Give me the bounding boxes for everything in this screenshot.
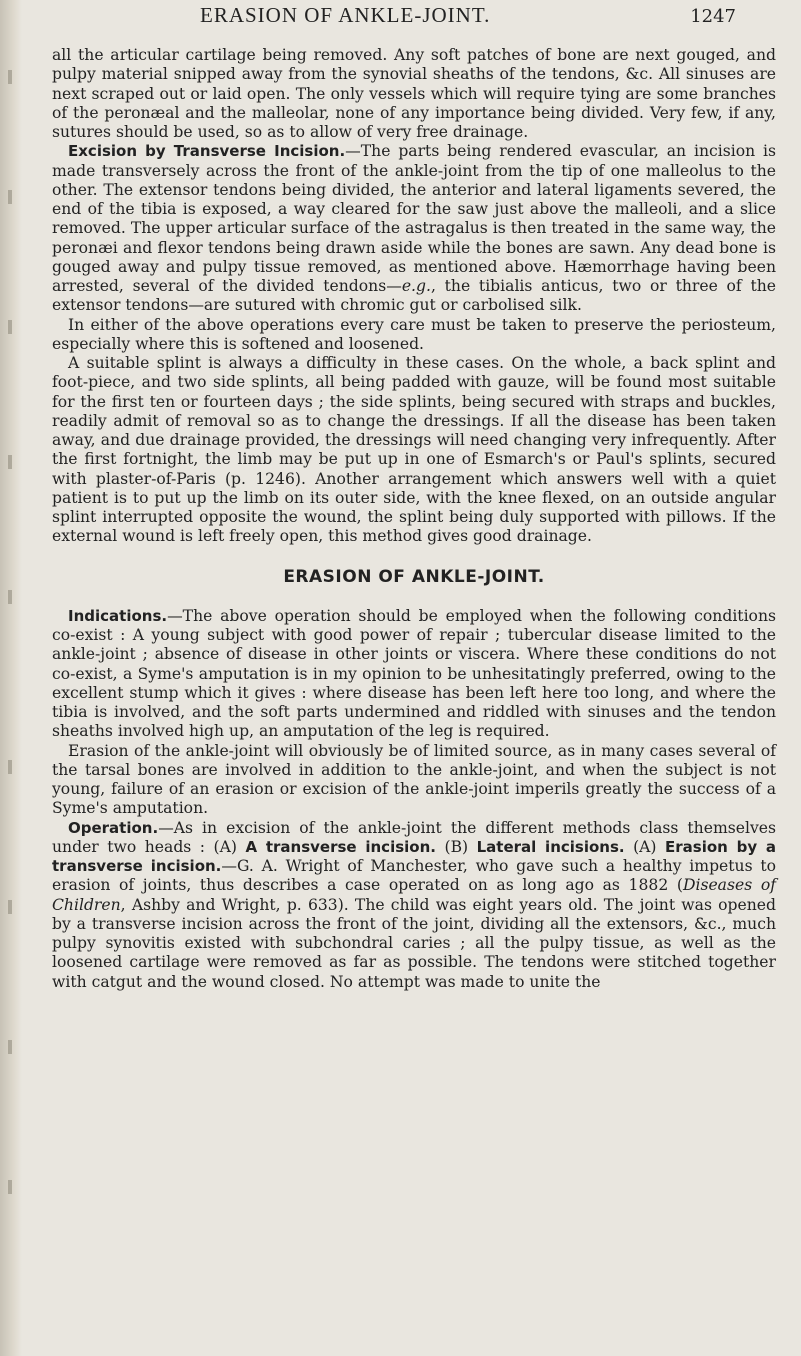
paragraph-text: —The parts being rendered evascular, an incision is made transversely across the front of the ankle-joint from the tip of one malleolus to the other. The extensor tendons being divided, the anterior and lateral ligaments severed, the end of the tibia is exposed, a way cleared for the saw just above the malleoli, and a slice removed. The upper articular surface of the astragalus is then treated in the same way, the peronæi and flexor tendons being drawn aside while the bones are sawn. Any dead bone is gouged away and pulpy tissue removed, as mentioned above. Hæmorrhage having been arrested, several of the divided tendons— [52,142,777,295]
runin-heading: Indications. [68,606,168,625]
paragraph-text: , the tibialis anticus, two or three of the extensor tendons—are sutured with chromic gut or carbolised silk. [52,277,776,315]
binding-mark [8,320,12,334]
paragraph-text: —G. A. Wright of Manchester, who gave such a healthy impetus to erasion of joints, thus describes a case operated on as long ago as 1882 ( [52,857,777,895]
runin-heading: A transverse incision. [245,837,436,856]
paragraph-text: all the articular cartilage being removed. Any soft patches of bone are next gouged, and pulpy material snipped away from the synovial sheaths of the tendons, &c. All sinuses are next scraped out or laid open. The only vessels which will require tying are some branches of the peronæal and the malleolar, none of any importance being divided. Very few, if any, sutures should be used, so as to allow of very free drainage. [52,46,776,141]
book-page [52,0,776,992]
paragraph-operation [52,819,776,992]
runin-heading: Operation. [68,818,159,837]
paragraph-excision-transverse [52,142,776,315]
runin-heading: Excision by Transverse Incision. [68,142,346,161]
binding-mark [8,1040,12,1054]
paragraph-text: —The above operation should be employed when the following conditions co-exist : A young subject with good power of repair ; tubercular disease limited to the ankle-joint ; absence of disease in other joints or viscera. Where these conditions do not co-exist, a Syme's amputation is in my opinion to be unhesitatingly preferred, owing to the excellent stump which it gives : where disease has been left here too long, and where the tibia is involved, and the soft parts undermined and riddled with sinuses and the tendon sheaths involved high up, an amputation of the leg is required. [52,606,776,741]
binding-mark [8,900,12,914]
paragraph-splints [52,354,776,547]
binding-mark [8,1180,12,1194]
paragraph-text: A suitable splint is always a difficulty in these cases. On the whole, a back splint and foot-piece, and two side splints, all being padded with gauze, will be found most suitable for the first ten or fourteen days ; the side splints, being secured with straps and buckles, readily admit of removal so as to change the dressings. If all the disease has been taken away, and due drainage provided, the dressings will need changing very infrequently. After the first fortnight, the limb may be put up in one of Esmarch's or Paul's splints, secured with plaster-of-Paris (p. 1246). Another arrangement which answers well with a quiet patient is to put up the limb on its outer side, with the knee flexed, on an outside angular splint interrupted opposite the wound, the splint being duly supported with pillows. If the external wound is left freely open, this method gives good drainage. [52,354,776,546]
paragraph-text: In either of the above operations every care must be taken to preserve the periosteum, especially where this is softened and loosened. [52,315,776,353]
italic-citation: Diseases of Children [52,876,776,914]
binding-mark [8,70,12,84]
paragraph-indications [52,607,776,742]
runin-heading: Lateral incisions. [476,837,625,856]
paragraph-periosteum [52,316,776,355]
paragraph-text: —As in excision of the ankle-joint the different methods class themselves under two heads : (A) [52,818,776,856]
paragraph-text: (A) [624,837,666,856]
paragraph-text: (B) [435,837,477,856]
binding-mark [8,455,12,469]
italic-abbreviation: e.g. [401,277,431,295]
binding-mark [8,590,12,604]
page-number: 1247 [690,6,736,27]
paragraph-continuation [52,46,776,142]
paragraph-erasion-limits [52,742,776,819]
running-title: ERASION OF ANKLE-JOINT. [200,3,491,27]
section-heading: ERASION OF ANKLE-JOINT. [283,566,545,587]
running-header [52,0,776,46]
paragraph-text: Erasion of the ankle-joint will obviously be of limited source, as in many cases several of the tarsal bones are involved in addition to the ankle-joint, and when the subject is not young, failure of an erasion or excision of the ankle-joint imperils greatly the success of a Syme's amputation. [52,741,776,818]
binding-mark [8,760,12,774]
paragraph-text: , Ashby and Wright, p. 633). The child was eight years old. The joint was opened by a transverse incision across the front of the joint, dividing all the extensors, &c., much pulpy synovitis existed with subchondral caries ; all the pulpy tissue, as well as the loosened cartilage were removed as far as possible. The tendons were stitched together with catgut and the wound closed. No attempt was made to unite the [52,895,776,991]
binding-mark [8,190,12,204]
runin-heading: Erasion by a transverse incision. [52,837,777,875]
